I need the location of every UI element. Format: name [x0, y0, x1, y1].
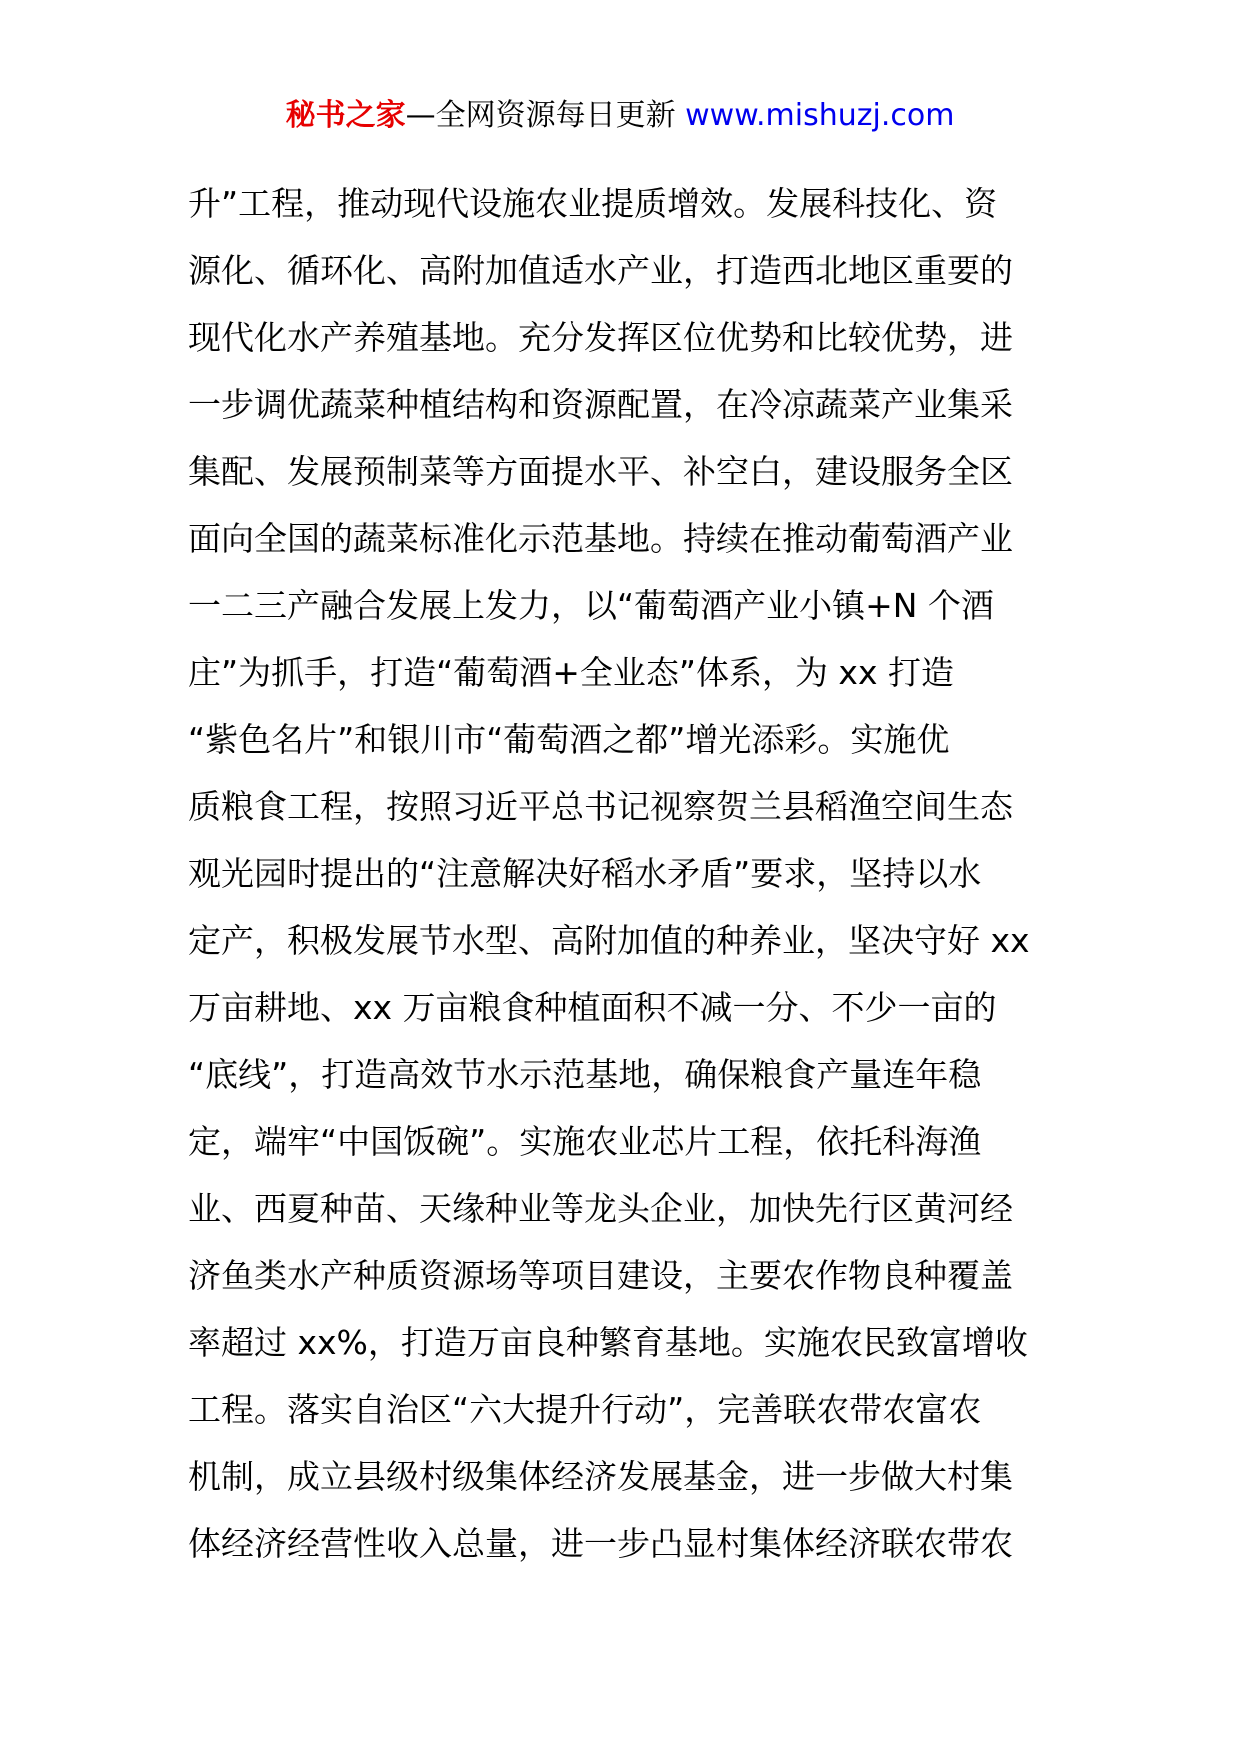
body-text-line: 质粮食工程，按照习近平总书记视察贺兰县稻渔空间生态: [188, 787, 1013, 826]
document-body: [188, 170, 1060, 1577]
page-header: [0, 96, 1240, 136]
body-text-line: 业、西夏种苗、天缘种业等龙头企业，加快先行区黄河经: [188, 1189, 1013, 1228]
body-text-line: 源化、循环化、高附加值适水产业，打造西北地区重要的: [188, 251, 1013, 290]
body-text-line: 面向全国的蔬菜标准化示范基地。持续在推动葡萄酒产业: [188, 519, 1013, 558]
body-text-line: 率超过 xx%，打造万亩良种繁育基地。实施农民致富增收: [188, 1323, 1028, 1362]
body-text-line: 观光园时提出的“注意解决好稻水矛盾”要求，坚持以水: [188, 854, 982, 893]
body-text-line: 定，端牢“中国饭碗”。实施农业芯片工程，依托科海渔: [188, 1122, 982, 1161]
body-text-line: 庄”为抓手，打造“葡萄酒+全业态”体系，为 xx 打造: [188, 653, 954, 692]
body-text-line: 现代化水产养殖基地。充分发挥区位优势和比较优势，进: [188, 318, 1013, 357]
body-text-line: “底线”，打造高效节水示范基地，确保粮食产量连年稳: [188, 1055, 982, 1094]
body-text-line: 体经济经营性收入总量，进一步凸显村集体经济联农带农: [188, 1524, 1013, 1563]
body-text-line: “紫色名片”和银川市“葡萄酒之都”增光添彩。实施优: [188, 720, 950, 759]
body-text-line: 工程。落实自治区“六大提升行动”，完善联农带农富农: [188, 1390, 982, 1429]
body-text-line: 济鱼类水产种质资源场等项目建设，主要农作物良种覆盖: [188, 1256, 1013, 1295]
body-text-line: 万亩耕地、xx 万亩粮食种植面积不减一分、不少一亩的: [188, 988, 997, 1027]
header-tagline: —全网资源每日更新: [405, 98, 686, 133]
body-text-line: 定产，积极发展节水型、高附加值的种养业，坚决守好 xx: [188, 921, 1030, 960]
body-text-line: 机制，成立县级村级集体经济发展基金，进一步做大村集: [188, 1457, 1013, 1496]
body-text-line: 升”工程，推动现代设施农业提质增效。发展科技化、资: [188, 184, 998, 223]
body-text-line: 一步调优蔬菜种植结构和资源配置，在冷凉蔬菜产业集采: [188, 385, 1013, 424]
site-url-link[interactable]: www.mishuzj.com: [685, 98, 955, 133]
body-text-line: 集配、发展预制菜等方面提水平、补空白，建设服务全区: [188, 452, 1013, 491]
brand-name: 秘书之家: [285, 98, 406, 133]
body-text-line: 一二三产融合发展上发力，以“葡萄酒产业小镇+N 个酒: [188, 586, 994, 625]
